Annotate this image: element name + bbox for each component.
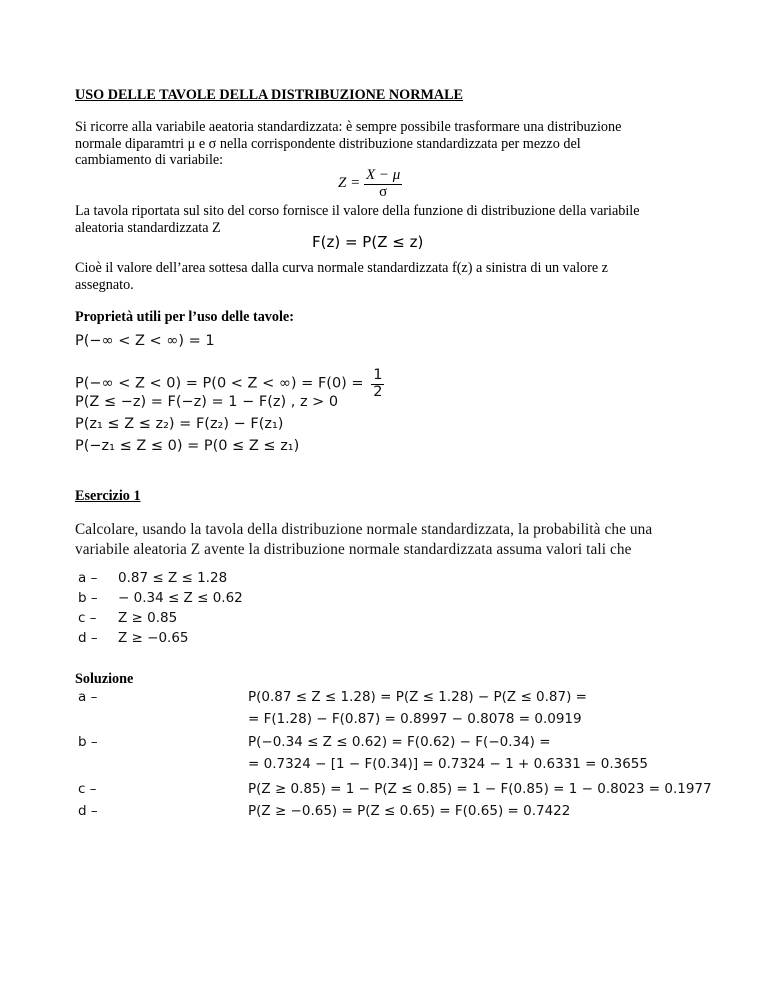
option-b <box>78 590 243 606</box>
option-expr: − 0.34 ≤ Z ≤ 0.62 <box>118 590 243 606</box>
property-line: P(−∞ < Z < ∞) = 1 <box>75 333 215 349</box>
option-expr: Z ≥ −0.65 <box>118 630 189 646</box>
z-formula-lhs: Z = <box>338 174 361 191</box>
intro-line: normale diparamtri μ e σ nella corrispondente distribuzione standardizzata per mezzo del <box>75 135 581 152</box>
property-line: P(−z₁ ≤ Z ≤ 0) = P(0 ≤ Z ≤ z₁) <box>75 438 300 454</box>
solution-label-d: d – <box>78 803 98 819</box>
table-line: La tavola riportata sul sito del corso fornisce il valore della funzione di distribuzione della variabile <box>75 203 640 219</box>
option-a <box>78 570 227 586</box>
exercise-line: Calcolare, usando la tavola della distribuzione normale standardizzata, la probabilità che una <box>75 521 653 538</box>
solution-title: Soluzione <box>75 671 134 687</box>
intro-line: Si ricorre alla variabile aeatoria standardizzata: è sempre possibile trasformare una distribuzione <box>75 119 622 135</box>
option-expr: Z ≥ 0.85 <box>118 610 178 626</box>
solution-b-line2: = 0.7324 − [1 − F(0.34)] = 0.7324 − 1 + 0.6331 = 0.3655 <box>248 756 648 772</box>
solution-c-line1: P(Z ≥ 0.85) = 1 − P(Z ≤ 0.85) = 1 − F(0.85) = 1 − 0.8023 = 0.1977 <box>248 781 712 797</box>
solution-label-c: c – <box>78 781 97 797</box>
exercise-title: Esercizio 1 <box>75 488 141 504</box>
half-denominator: 2 <box>373 384 383 400</box>
exercise-text <box>75 520 675 560</box>
property-line: P(z₁ ≤ Z ≤ z₂) = F(z₂) − F(z₁) <box>75 416 284 432</box>
option-label: c – <box>78 610 97 626</box>
table-line: aleatoria standardizzata Z <box>75 219 221 236</box>
z-formula-fraction <box>364 168 402 199</box>
table-paragraph <box>75 203 715 236</box>
z-formula-denominator: σ <box>379 184 388 200</box>
solution-label-b: b – <box>78 734 98 750</box>
option-label: a – <box>78 570 98 586</box>
exercise-line: variabile aleatoria Z avente la distribuzione normale standardizzata assuma valori tali che <box>75 541 632 558</box>
solution-d-line1: P(Z ≥ −0.65) = P(Z ≤ 0.65) = F(0.65) = 0.7422 <box>248 803 571 819</box>
option-label: b – <box>78 590 98 606</box>
intro-line: cambiamento di variabile: <box>75 152 224 168</box>
area-paragraph <box>75 260 715 293</box>
f-formula: F(z) = P(Z ≤ z) <box>312 233 424 251</box>
solution-label-a: a – <box>78 689 98 705</box>
area-line: Cioè il valore dell’area sottesa dalla curva normale standardizzata f(z) a sinistra di un valore z <box>75 260 608 276</box>
page-title: USO DELLE TAVOLE DELLA DISTRIBUZIONE NORMALE <box>75 87 464 103</box>
half-numerator: 1 <box>373 367 383 383</box>
solution-a-line2: = F(1.28) − F(0.87) = 0.8997 − 0.8078 = 0.0919 <box>248 711 582 727</box>
option-d <box>78 630 189 646</box>
property-line-text: P(−∞ < Z < 0) = P(0 < Z < ∞) = F(0) = <box>75 375 364 392</box>
half-fraction <box>371 368 384 399</box>
z-formula <box>338 168 402 199</box>
option-label: d – <box>78 630 98 646</box>
option-expr: 0.87 ≤ Z ≤ 1.28 <box>118 570 228 586</box>
solution-a-line1: P(0.87 ≤ Z ≤ 1.28) = P(Z ≤ 1.28) − P(Z ≤ 0.87) = <box>248 689 587 705</box>
solution-b-line1: P(−0.34 ≤ Z ≤ 0.62) = F(0.62) − F(−0.34) = <box>248 734 551 750</box>
properties-title: Proprietà utili per l’uso delle tavole: <box>75 309 294 325</box>
option-c <box>78 610 177 626</box>
z-formula-numerator: X − μ <box>365 167 401 183</box>
intro-paragraph <box>75 119 715 169</box>
property-line: P(Z ≤ −z) = F(−z) = 1 − F(z) , z > 0 <box>75 394 339 410</box>
area-line: assegnato. <box>75 276 134 293</box>
